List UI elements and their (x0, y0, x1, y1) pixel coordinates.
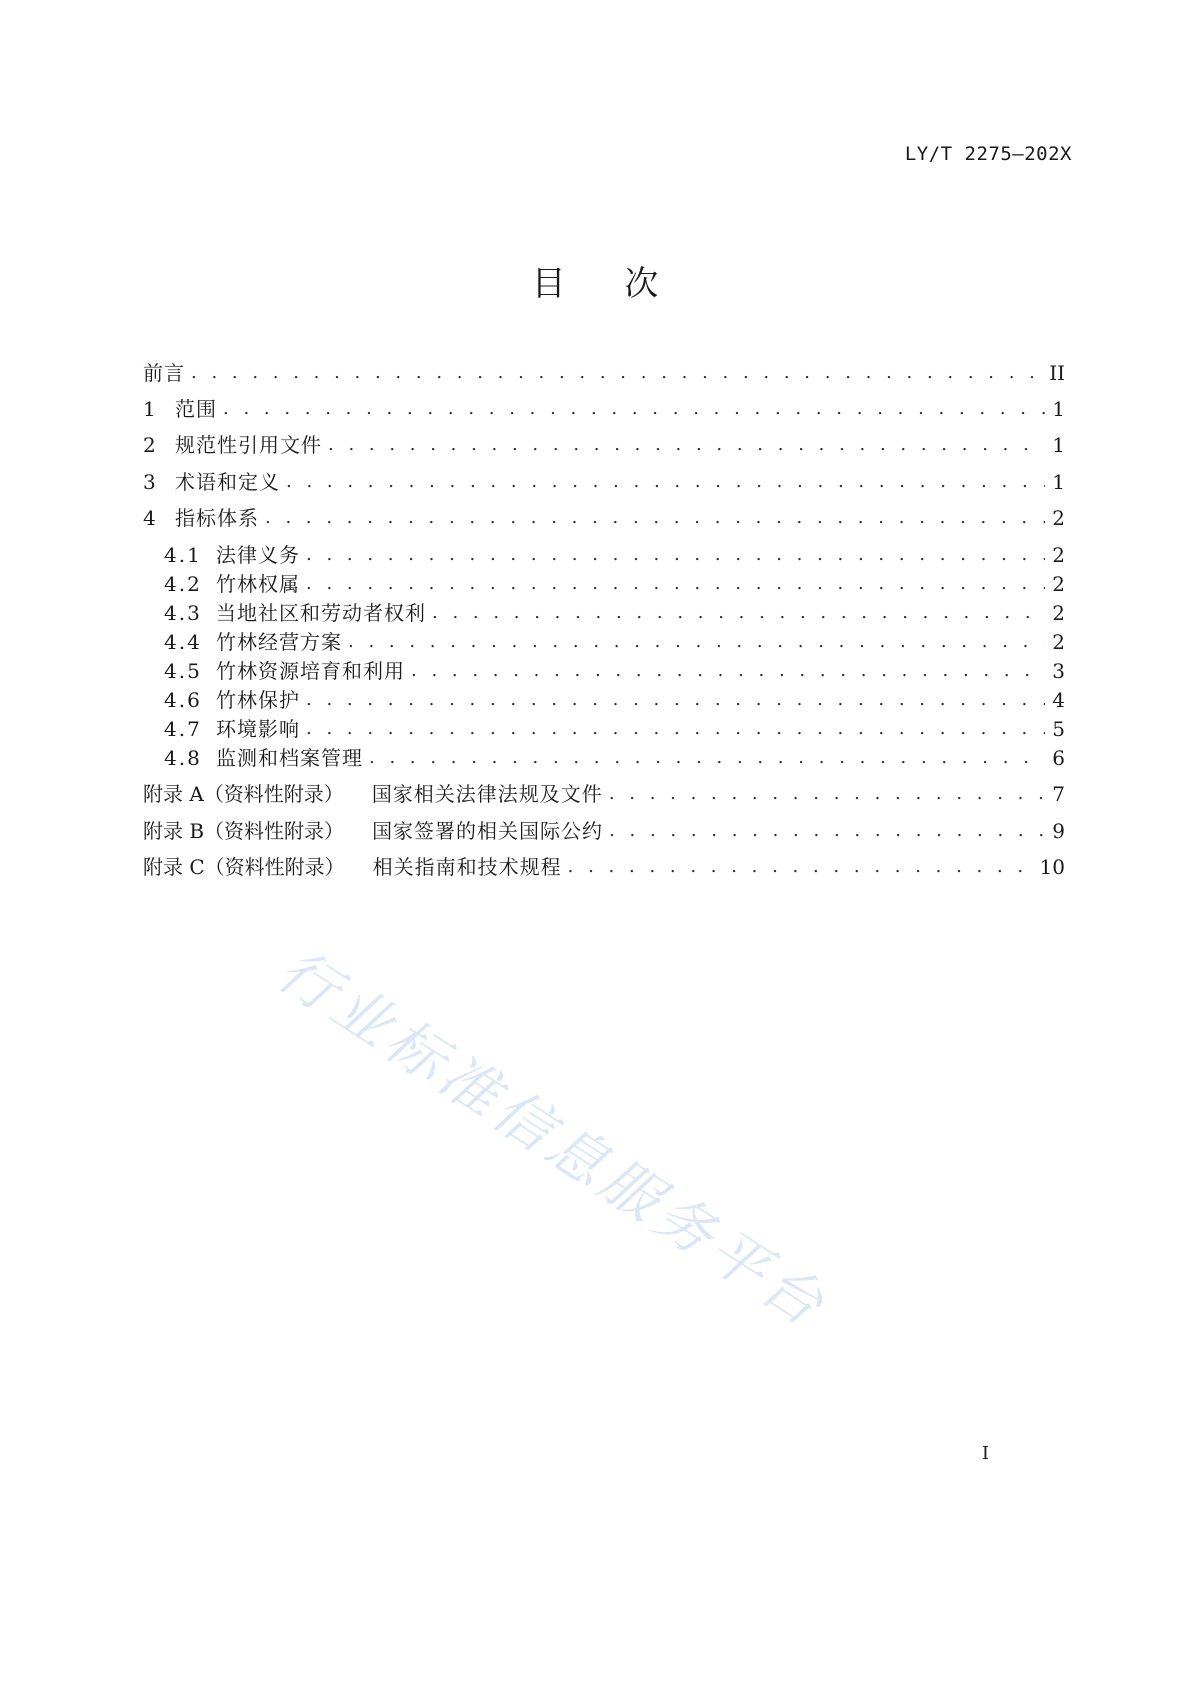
toc-entry-label: 当地社区和劳动者权利 (216, 601, 426, 625)
page-number: I (981, 1443, 989, 1464)
toc-dot-leader (306, 540, 1045, 570)
toc-entry-number: 1 (143, 397, 156, 421)
toc-dot-leader (568, 852, 1034, 882)
toc-dot-leader (369, 743, 1045, 773)
toc-entry-page-number: 2 (1052, 543, 1065, 567)
toc-dot-leader (223, 394, 1045, 424)
toc-entry-number: 2 (143, 433, 156, 457)
toc-dot-leader (306, 714, 1045, 744)
toc-entry-label: 竹林经营方案 (216, 630, 342, 654)
toc-entry-label: 术语和定义 (175, 470, 280, 494)
toc-entry-page-number: II (1049, 361, 1065, 385)
watermark: 行业标准信息服务平台 (265, 935, 840, 1342)
toc-entry-label: 指标体系 (175, 506, 259, 530)
toc-entry-page-number: 1 (1052, 397, 1065, 421)
toc-entry[interactable] (143, 779, 1065, 809)
toc-entry-number: 4.5 (164, 659, 202, 683)
toc-entry[interactable] (143, 852, 1065, 882)
toc-entry[interactable] (164, 743, 1065, 773)
toc-entry-number: 4.7 (164, 717, 202, 741)
toc-entry-label: 前言 (143, 361, 185, 385)
toc-entry-page-number: 6 (1052, 746, 1065, 770)
toc-entry-label: 竹林资源培育和利用 (216, 659, 405, 683)
toc-entry-label: 竹林保护 (216, 688, 300, 712)
toc-entry-label: 国家相关法律法规及文件 (371, 782, 603, 806)
toc-entry-page-number: 7 (1052, 782, 1065, 806)
toc-entry-number: 4.3 (164, 601, 202, 625)
toc-entry-page-number: 1 (1052, 433, 1065, 457)
toc-entry-page-number: 1 (1052, 470, 1065, 494)
toc-entry-label: 规范性引用文件 (175, 433, 322, 457)
toc-entry[interactable] (164, 714, 1065, 744)
toc-entry-page-number: 2 (1052, 572, 1065, 596)
toc-entry-number: 4 (143, 506, 156, 530)
toc-entry-label: 环境影响 (216, 717, 300, 741)
toc-dot-leader (411, 656, 1045, 686)
toc-entry-annex-prefix: 附录 C（资料性附录） (143, 855, 345, 879)
toc-entry-number: 4.8 (164, 746, 202, 770)
toc-dot-leader (348, 627, 1045, 657)
toc-dot-leader (306, 685, 1045, 715)
toc-entry-page-number: 10 (1039, 855, 1065, 879)
toc-entry-label: 范围 (175, 397, 217, 421)
toc-entry-number: 4.1 (164, 543, 202, 567)
toc-entry-label: 相关指南和技术规程 (372, 855, 562, 879)
toc-entry-label: 竹林权属 (216, 572, 300, 596)
toc-entry-number: 3 (143, 470, 156, 494)
toc-dot-leader (609, 779, 1045, 809)
toc-entry-page-number: 9 (1052, 819, 1065, 843)
toc-entry-page-number: 2 (1052, 506, 1065, 530)
toc-entry[interactable] (143, 503, 1065, 533)
toc-entry[interactable] (164, 569, 1065, 599)
toc-entry-number: 4.2 (164, 572, 202, 596)
toc-entry[interactable] (143, 816, 1065, 846)
toc-entry[interactable] (143, 394, 1065, 424)
toc-entry-page-number: 2 (1052, 630, 1065, 654)
toc-entry-page-number: 4 (1052, 688, 1065, 712)
toc-entry[interactable] (164, 656, 1065, 686)
toc-entry[interactable] (164, 540, 1065, 570)
toc-entry-label: 法律义务 (216, 543, 300, 567)
toc-entry[interactable] (143, 358, 1065, 388)
toc-entry-label: 监测和档案管理 (216, 746, 363, 770)
toc-entry[interactable] (143, 467, 1065, 497)
toc-entry[interactable] (164, 598, 1065, 628)
toc-dot-leader (286, 467, 1045, 497)
toc-dot-leader (609, 816, 1045, 846)
document-number: LY/T 2275—202X (904, 143, 1072, 165)
toc-dot-leader (265, 503, 1045, 533)
toc-dot-leader (328, 430, 1045, 460)
toc-entry-page-number: 2 (1052, 601, 1065, 625)
toc-dot-leader (306, 569, 1045, 599)
toc-entry[interactable] (143, 430, 1065, 460)
toc-entry-label: 国家签署的相关国际公约 (372, 819, 604, 843)
toc-entry-number: 4.6 (164, 688, 202, 712)
toc-dot-leader (191, 358, 1043, 388)
toc-entry-annex-prefix: 附录 A（资料性附录） (143, 782, 344, 806)
toc-entry[interactable] (164, 685, 1065, 715)
page-title: 目 次 (531, 264, 683, 304)
toc-entry-number: 4.4 (164, 630, 202, 654)
toc-entry-page-number: 5 (1052, 717, 1065, 741)
toc-entry[interactable] (164, 627, 1065, 657)
toc-dot-leader (432, 598, 1045, 628)
toc-entry-page-number: 3 (1052, 659, 1065, 683)
toc-entry-annex-prefix: 附录 B（资料性附录） (143, 819, 345, 843)
